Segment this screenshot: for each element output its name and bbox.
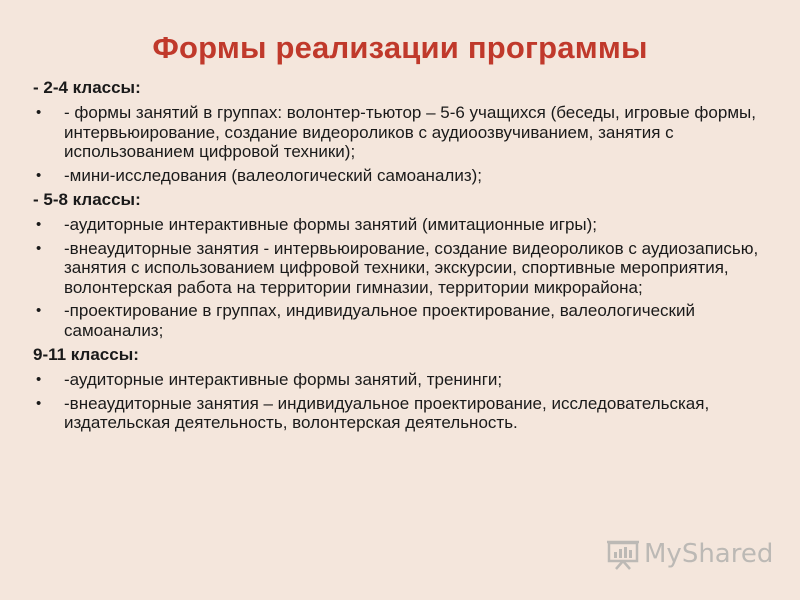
bullet-icon: • <box>36 394 42 412</box>
bullet-icon: • <box>36 239 42 257</box>
slide-title: Формы реализации программы <box>152 30 648 65</box>
list-item <box>33 215 773 235</box>
list-item-text: -проектирование в группах, индивидуальное проектирование, валеологический самоанализ; <box>64 301 695 340</box>
list-item <box>33 103 773 162</box>
list-item-text: -внеаудиторные занятия – индивидуальное проектирование, исследовательская, издательская деятельность, волонтерская деятельность. <box>64 393 710 432</box>
section-heading-grades-5-8: - 5-8 классы: <box>33 190 141 209</box>
list-item <box>33 166 773 186</box>
section-heading-grades-2-4: - 2-4 классы: <box>33 78 141 97</box>
bullet-icon: • <box>36 166 42 184</box>
list-item <box>33 301 773 340</box>
list-item <box>33 239 773 298</box>
presentation-board-icon <box>606 537 640 571</box>
list-item-text: -мини-исследования (валеологический самоанализ); <box>64 165 482 185</box>
bullet-icon: • <box>36 302 42 319</box>
list-item <box>33 370 773 390</box>
section-list-grades-2-4 <box>33 103 773 185</box>
bullet-icon: • <box>36 104 42 121</box>
section-heading-grades-9-11: 9-11 классы: <box>33 345 139 364</box>
watermark-text: MyShared <box>644 539 774 569</box>
list-item-text: -аудиторные интерактивные формы занятий (имитационные игры); <box>64 215 598 234</box>
section-list-grades-5-8 <box>33 215 773 340</box>
slide-content <box>33 74 773 437</box>
section-list-grades-9-11 <box>33 370 773 433</box>
list-item-text: -внеаудиторные занятия - интервьюирование, создание видеороликов с аудиозаписью, занятия с использованием цифровой техники, экскурсии, спортивные мероприятия, волонтерская работа на территории гимназии, территории микрорайона; <box>64 238 759 297</box>
bullet-icon: • <box>36 216 42 233</box>
watermark-logo <box>606 534 776 574</box>
bullet-icon: • <box>36 371 42 388</box>
list-item-text: - формы занятий в группах: волонтер-тьютор – 5-6 учащихся (беседы, игровые формы, интервьюирование, создание видеороликов с аудиоозвучиванием, занятия с использованием цифровой техники); <box>64 103 756 161</box>
list-item-text: -аудиторные интерактивные формы занятий, тренинги; <box>64 370 503 389</box>
list-item <box>33 394 773 433</box>
